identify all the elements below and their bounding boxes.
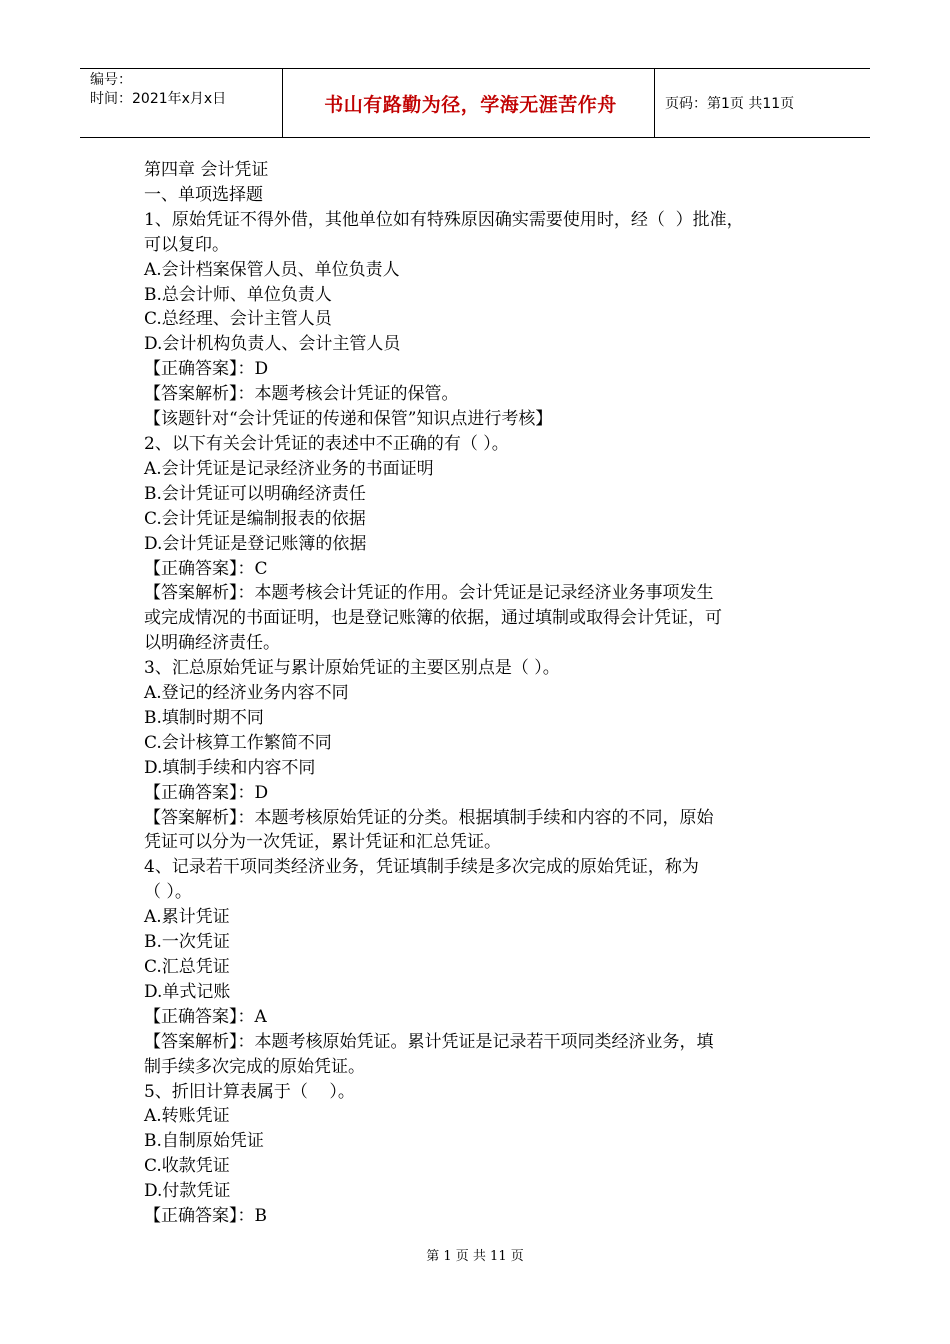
text-line: C.收款凭证 [144,1156,230,1177]
text-line: 【答案解析】：本题考核原始凭证的分类。根据填制手续和内容的不同，原始 [144,807,714,828]
text-line: 【正确答案】：D [144,782,269,803]
text-line: 【答案解析】：本题考核会计凭证的作用。会计凭证是记录经济业务事项发生 [144,583,714,604]
text-line: B.填制时期不同 [144,707,264,728]
text-line: D.会计机构负责人、会计主管人员 [144,334,401,355]
text-line: 1、原始凭证不得外借，其他单位如有特殊原因确实需要使用时，经（ ）批准， [144,209,744,230]
page-header [80,68,870,138]
header-motto: 书山有路勤为径，学海无涯苦作舟 [324,93,617,116]
text-line: 可以复印。 [144,234,229,255]
text-line: A.登记的经济业务内容不同 [144,683,349,704]
document-body [144,158,824,1229]
text-line: D.填制手续和内容不同 [144,757,316,778]
text-line: 制手续多次完成的原始凭证。 [144,1056,365,1077]
text-line: 【正确答案】：A [144,1006,267,1027]
text-line: 【答案解析】：本题考核原始凭证。累计凭证是记录若干项同类经济业务，填 [144,1031,714,1052]
text-line: B.一次凭证 [144,932,230,953]
text-line: 【该题针对“会计凭证的传递和保管”知识点进行考核】 [144,409,553,430]
text-line: D.单式记账 [144,981,231,1002]
text-line: C.会计凭证是编制报表的依据 [144,508,366,529]
header-page-cell [655,69,870,137]
text-line: A.会计档案保管人员、单位负责人 [144,259,400,280]
text-line: B.自制原始凭证 [144,1131,264,1152]
text-line: B.会计凭证可以明确经济责任 [144,483,366,504]
text-line: A.转账凭证 [144,1106,230,1127]
text-line: C.汇总凭证 [144,957,230,977]
text-line: C.会计核算工作繁简不同 [144,732,332,753]
text-line: 【正确答案】：D [144,359,269,380]
text-line: （ ）。 [144,882,192,903]
text-line: 5、折旧计算表属于（ ）。 [144,1081,355,1102]
text-line: A.累计凭证 [144,907,230,928]
header-motto-cell [283,69,655,137]
text-line: D.付款凭证 [144,1181,231,1202]
text-line: 凭证可以分为一次凭证，累计凭证和汇总凭证。 [144,832,501,853]
page-footer: 第 1 页 共 11 页 [426,1249,524,1264]
document-date: 时间：2021年x月x日 [90,91,227,107]
text-line: 第四章 会计凭证 [144,160,269,180]
text-line: D.会计凭证是登记账簿的依据 [144,533,367,554]
text-line: 2、以下有关会计凭证的表述中不正确的有（ ）。 [144,433,509,454]
text-line: 以明确经济责任。 [144,633,280,654]
header-page-info: 页码：第1页 共11页 [665,96,795,112]
text-line: C.总经理、会计主管人员 [144,309,332,330]
text-line: 【正确答案】：B [144,1206,267,1227]
text-line: A.会计凭证是记录经济业务的书面证明 [144,458,434,479]
text-line: 或完成情况的书面证明，也是登记账簿的依据，通过填制或取得会计凭证，可 [144,608,722,629]
text-line: 【答案解析】：本题考核会计凭证的保管。 [144,384,459,405]
text-line: B.总会计师、单位负责人 [144,284,332,305]
text-line: 3、汇总原始凭证与累计原始凭证的主要区别点是（ ）。 [144,658,560,679]
header-meta [80,69,283,137]
text-line: 4、记录若干项同类经济业务，凭证填制手续是多次完成的原始凭证，称为 [144,857,699,878]
document-number-label: 编号： [90,72,132,88]
text-line: 一、单项选择题 [144,184,263,205]
text-line: 【正确答案】：C [144,558,268,579]
